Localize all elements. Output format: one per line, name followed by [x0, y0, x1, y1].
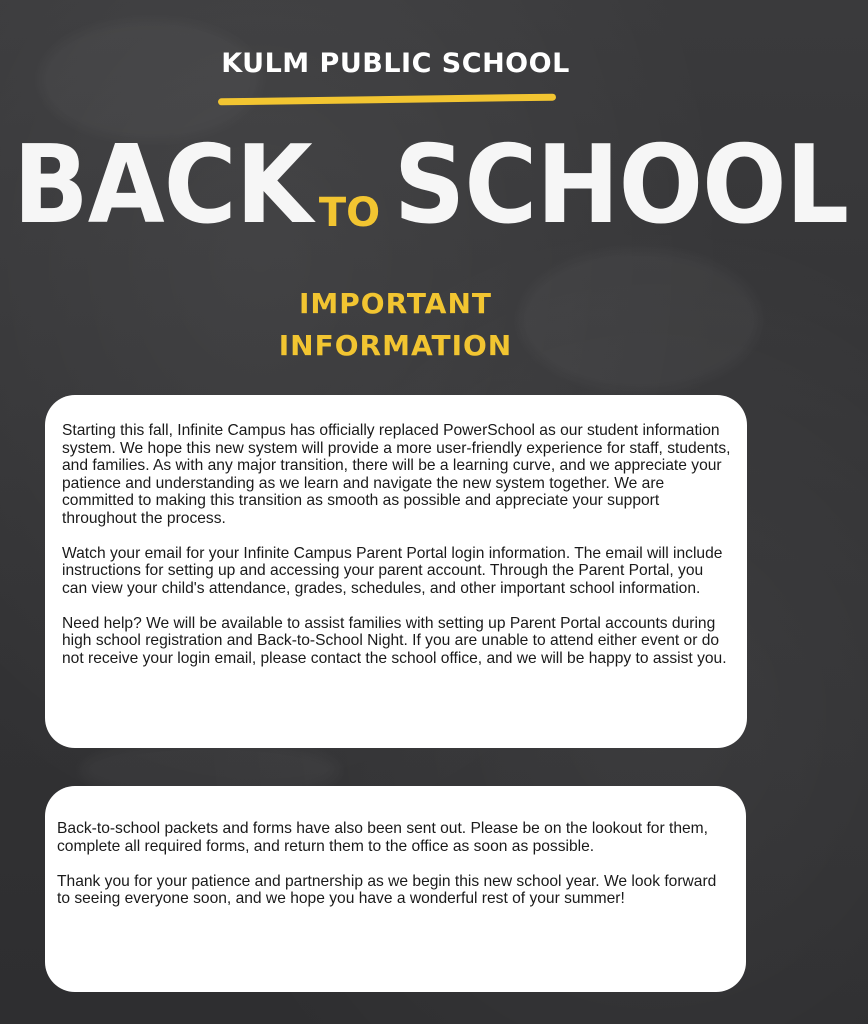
important-information-heading [0, 283, 791, 367]
school-name: KULM PUBLIC SCHOOL [221, 48, 570, 79]
card-paragraph: Watch your email for your Infinite Campus Parent Portal login information. The email will include instructions for setting up and accessing your parent account. Through the Parent Portal, you can view your child's attendance, grades, schedules, and other important school information. [62, 544, 723, 597]
card-paragraph: Starting this fall, Infinite Campus has officially replaced PowerSchool as our student information system. We hope this new system will provide a more user-friendly experience for staff, students, and families. As with any major transition, there will be a learning curve, and we appreciate your patience and understanding as we learn and navigate the new system together. We are committed to making this transition as smooth as possible and appreciate your support throughout the process. [62, 422, 731, 527]
subheading-line-2: INFORMATION [278, 329, 513, 362]
card-paragraph: Back-to-school packets and forms have also been sent out. Please be on the lookout for them, complete all required forms, and return them to the office as soon as possible. [57, 820, 708, 855]
chalk-smudge [40, 20, 260, 140]
subheading-line-1: IMPORTANT [298, 287, 493, 320]
info-card-forms [45, 786, 746, 992]
headline [0, 123, 849, 248]
card-paragraph: Thank you for your patience and partnership as we begin this new school year. We look forward to seeing everyone soon, and we hope you have a wonderful rest of your summer! [57, 872, 717, 907]
card-paragraph: Need help? We will be available to assist families with setting up Parent Portal accounts during high school registration and Back-to-School Night. If you are unable to attend either event or do not receive your login email, please contact the school office, and we will be happy to assist you. [62, 614, 727, 667]
title-underline [218, 94, 556, 106]
headline-back: BACK [12, 123, 312, 248]
headline-to: TO [318, 190, 381, 236]
headline-school: SCHOOL [393, 123, 849, 248]
info-card-portal [45, 395, 747, 748]
